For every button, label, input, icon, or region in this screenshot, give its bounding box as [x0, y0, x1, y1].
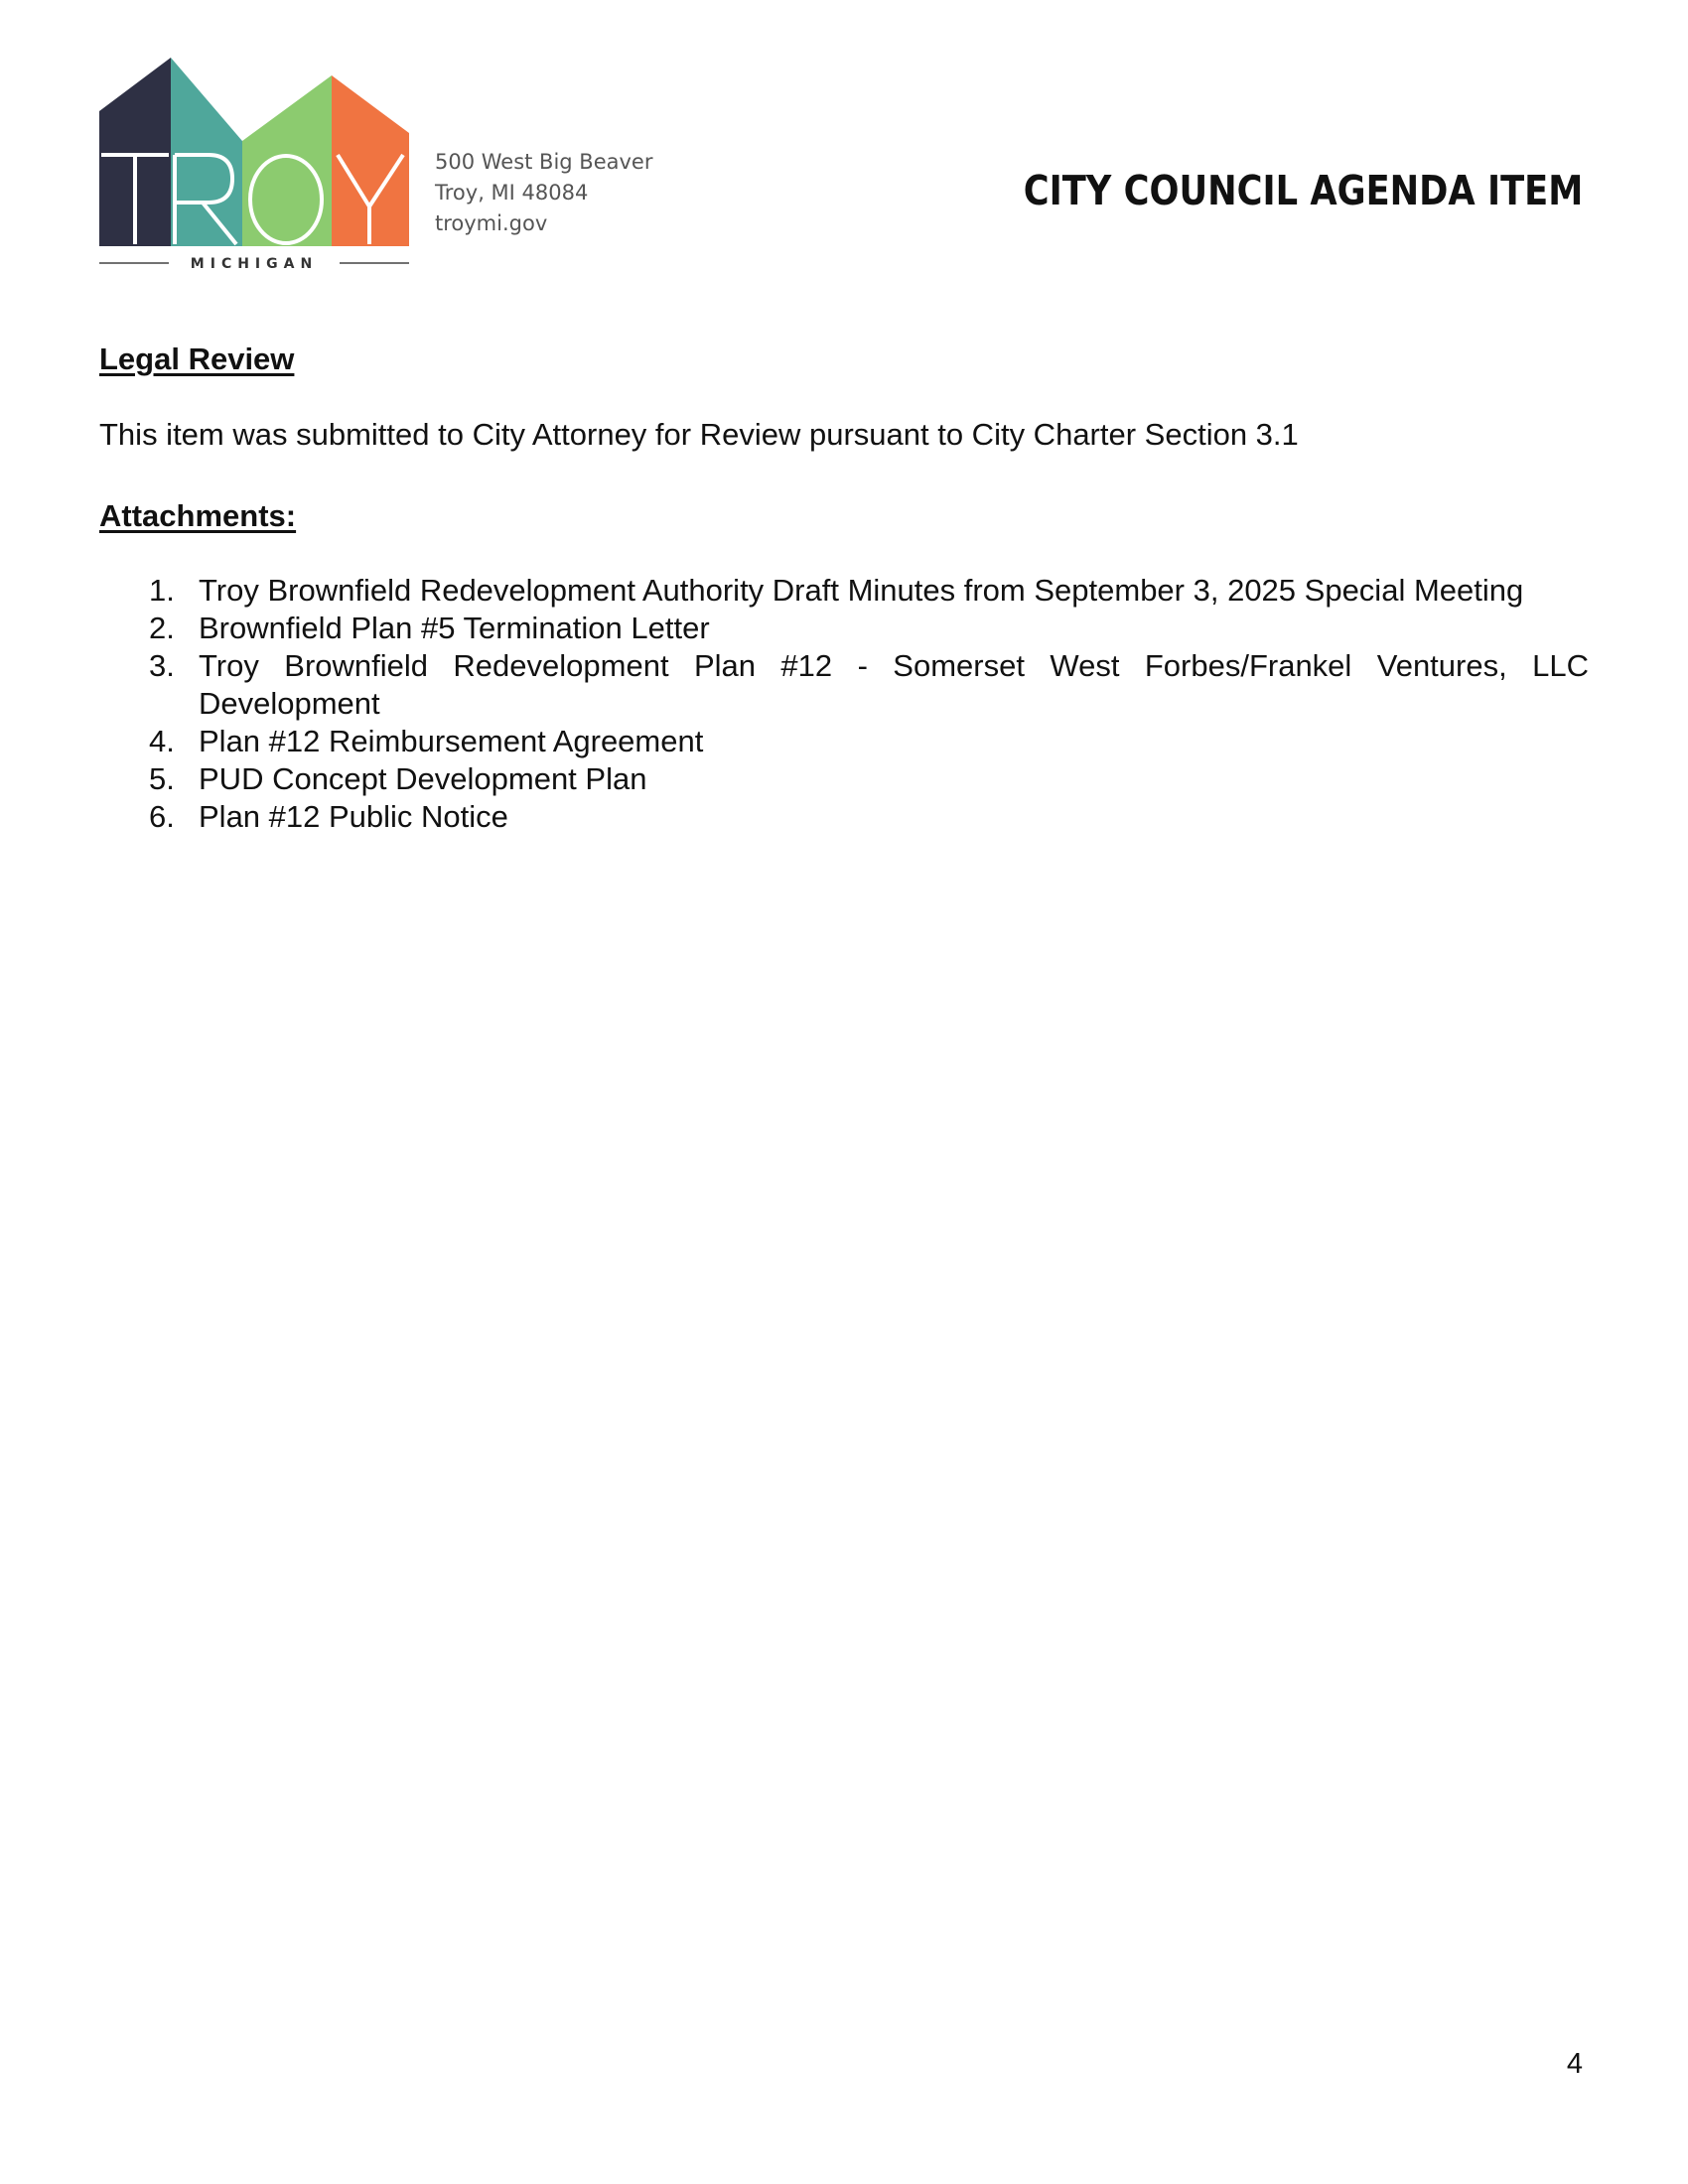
- troy-logo: [99, 58, 409, 270]
- list-item-number: 2.: [149, 611, 175, 645]
- list-item[interactable]: [99, 760, 1589, 798]
- address-street: 500 West Big Beaver: [435, 150, 653, 174]
- list-item-text: PUD Concept Development Plan: [199, 761, 647, 796]
- main-content: [99, 340, 1589, 836]
- list-item-number: 5.: [149, 761, 175, 796]
- list-item[interactable]: [99, 647, 1589, 723]
- list-item[interactable]: [99, 572, 1589, 610]
- page-number: 4: [1566, 2048, 1583, 2080]
- list-item-number: 1.: [149, 573, 175, 608]
- attachments-heading: Attachments:: [99, 498, 297, 533]
- list-item-text: Troy Brownfield Redevelopment Plan #12 - Somerset West Forbes/Frankel Ventures, LLC Development: [199, 648, 1589, 721]
- legal-review-text: This item was submitted to City Attorney for Review pursuant to City Charter Section 3.1: [99, 417, 1299, 452]
- list-item-text: Troy Brownfield Redevelopment Authority Draft Minutes from September 3, 2025 Special Meeting: [199, 573, 1524, 608]
- list-item-number: 4.: [149, 724, 175, 758]
- address-block: [435, 147, 653, 239]
- list-item-text: Plan #12 Reimbursement Agreement: [199, 724, 704, 758]
- legal-review-heading: Legal Review: [99, 341, 295, 376]
- list-item[interactable]: [99, 610, 1589, 647]
- list-item[interactable]: [99, 798, 1589, 836]
- page-title: CITY COUNCIL AGENDA ITEM: [1023, 167, 1583, 214]
- logo-subtitle: MICHIGAN: [190, 256, 319, 270]
- website-link[interactable]: troymi.gov: [435, 211, 548, 235]
- attachments-list: [99, 572, 1589, 836]
- list-item-text: Brownfield Plan #5 Termination Letter: [199, 611, 710, 645]
- list-item-number: 6.: [149, 799, 175, 834]
- address-city: Troy, MI 48084: [435, 181, 589, 205]
- list-item-text: Plan #12 Public Notice: [199, 799, 508, 834]
- logo-block-teal: [171, 58, 242, 246]
- list-item-number: 3.: [149, 648, 175, 683]
- list-item[interactable]: [99, 723, 1589, 760]
